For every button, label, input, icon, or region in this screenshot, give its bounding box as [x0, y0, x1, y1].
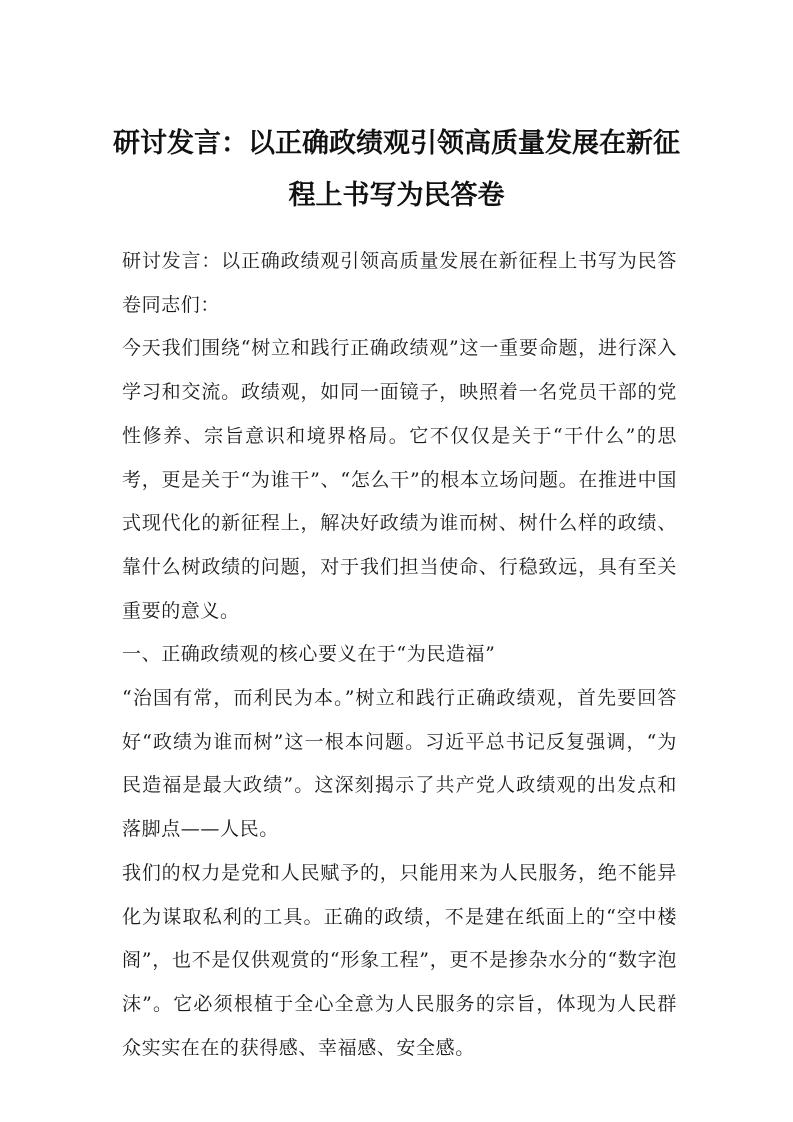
paragraph-section-1a: “治国有常，而利民为本。”树立和践行正确政绩观，首先要回答好“政绩为谁而树”这一根本问题。习近平总书记反复强调，“为民造福是最大政绩”。这深刻揭示了共产党人政绩观的出发点和落脚点——人民。 — [122, 687, 677, 841]
section-heading-1: 一、正确政绩观的核心要义在于“为民造福” — [122, 643, 496, 666]
paragraph-section-1b: 我们的权力是党和人民赋予的，只能用来为人民服务，绝不能异化为谋取私利的工具。正确的政绩，不是建在纸面上的“空中楼阁”，也不是仅供观赏的“形象工程”，更不是掺杂水分的“数字泡沫”。它必须根植于全心全意为人民服务的宗旨，体现为人民群众实实在在的获得感、幸福感、安全感。 — [122, 861, 677, 1059]
paragraph-opening: 今天我们围绕“树立和践行正确政绩观”这一重要命题，进行深入学习和交流。政绩观，如同一面镜子，映照着一名党员干部的党性修养、宗旨意识和境界格局。它不仅仅是关于“干什么”的思考，更是关于“为谁干”、“怎么干”的根本立场问题。在推进中国式现代化的新征程上，解决好政绩为谁而树、树什么样的政绩、靠什么树政绩的问题，对于我们担当使命、行稳致远，具有至关重要的意义。 — [122, 337, 677, 622]
paragraph-intro: 研讨发言：以正确政绩观引领高质量发展在新征程上书写为民答卷同志们： — [122, 250, 677, 316]
document-title: 研讨发言：以正确政绩观引领高质量发展在新征程上书写为民答卷 — [113, 128, 680, 211]
document-body — [122, 240, 677, 1070]
